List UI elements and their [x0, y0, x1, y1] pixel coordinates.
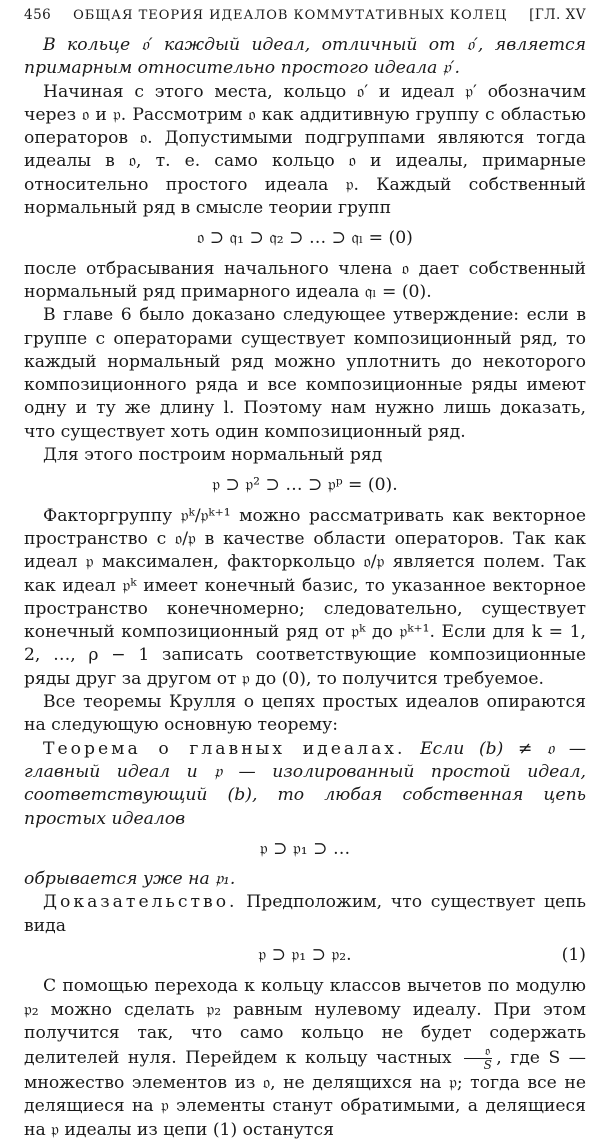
fraction: [464, 1045, 492, 1072]
formula-power-series: 𝔭 ⊃ 𝔭² ⊃ … ⊃ 𝔭ᵖ = (0).: [212, 475, 398, 496]
paragraph: после отбрасывания начального члена 𝔬 дает собственный нормальный ряд примарного идеала 𝔮ₗ = (0).: [24, 258, 586, 302]
paragraph: Факторгруппу 𝔭ᵏ/𝔭ᵏ⁺¹ можно рассматривать как векторное пространство с 𝔬/𝔭 в качестве области операторов. Так как идеал 𝔭 максимален, факторкольцо 𝔬/𝔭 является полем. Так как идеал 𝔭ᵏ имеет конечный базис, то указанное векторное пространство конечномерно; следовательно, существует конечный композиционный ряд от 𝔭ᵏ до 𝔭ᵏ⁺¹. Если для k = 1, 2, …, ρ − 1 записать соответствующие композиционные ряды друг за другом от 𝔭 до (0), то получится требуемое.: [24, 505, 586, 689]
page-number: 456: [24, 7, 52, 23]
paragraph: Начиная с этого места, кольцо 𝔬′ и идеал 𝔭′ обозначим через 𝔬 и 𝔭. Рассмотрим 𝔬 как аддитивную группу с областью операторов 𝔬. Допустимыми подгруппами являются тогда идеалы в 𝔬, т. е. само кольцо 𝔬 и идеалы, примарные относительно простого идеала 𝔭. Каждый собственный нормальный ряд в смысле теории групп: [24, 81, 586, 219]
formula-numbered: [24, 944, 586, 967]
theorem: [24, 738, 586, 831]
formula-chain-1: 𝔭 ⊃ 𝔭₁ ⊃ 𝔭₂.: [258, 944, 352, 965]
chapter-label: [ГЛ. XV: [529, 7, 586, 23]
theorem-body: Если (b) ≠ 𝔬 — главный идеал и 𝔭 — изолированный простой идеал, соответствующий (b), то любая собственная цепь простых идеалов: [24, 738, 587, 829]
paragraph: В главе 6 было доказано следующее утверждение: если в группе с операторами существует композиционный ряд, то каждый нормальный ряд можно уплотнить до некоторого композиционного ряда и все композиционные ряды имеют одну и ту же длину l. Поэтому нам нужно лишь доказать, что существует хоть один композиционный ряд.: [24, 305, 586, 442]
paragraph: [24, 975, 586, 1142]
fraction-numerator: 𝔬: [464, 1045, 492, 1059]
paragraph-text: С помощью перехода к кольцу классов вычетов по модулю 𝔭₂ можно сделать 𝔭₂ равным нулевому идеалу. При этом получится так, что само кольцо не будет содержать делителей нуля. Перейдем к кольцу частных: [24, 976, 586, 1069]
running-title: ОБЩАЯ ТЕОРИЯ ИДЕАЛОВ КОММУТАТИВНЫХ КОЛЕЦ: [73, 8, 508, 23]
theorem-end: обрывается уже на 𝔭₁.: [24, 869, 236, 890]
formula-normal-series: 𝔬 ⊃ 𝔮₁ ⊃ 𝔮₂ ⊃ … ⊃ 𝔮ₗ = (0): [197, 228, 413, 249]
statement-paragraph: В кольце 𝔬′ каждый идеал, отличный от 𝔬′, является примарным относительно простого идеала 𝔭′.: [24, 35, 586, 79]
formula-prime-chain: 𝔭 ⊃ 𝔭₁ ⊃ …: [259, 838, 351, 859]
paragraph: Все теоремы Крулля о цепях простых идеалов опираются на следующую основную теорему:: [24, 692, 586, 736]
theorem-heading: Теорема о главных идеалах.: [43, 738, 406, 759]
paragraph-text-continued: , где S — множество элементов из 𝔬, не делящихся на 𝔭; тогда все не делящиеся на 𝔭 элементы станут обратимыми, а делящиеся на 𝔭 идеалы из цепи (1) останутся: [24, 1048, 586, 1140]
equation-number: (1): [561, 944, 586, 965]
proof-heading: Доказательство.: [43, 892, 238, 913]
running-header: [24, 0, 586, 34]
fraction-denominator: S: [483, 1058, 492, 1073]
paragraph: Для этого построим нормальный ряд: [43, 445, 383, 466]
proof: [24, 891, 586, 938]
proof-text: Предположим, что существует цепь вида: [24, 892, 586, 936]
